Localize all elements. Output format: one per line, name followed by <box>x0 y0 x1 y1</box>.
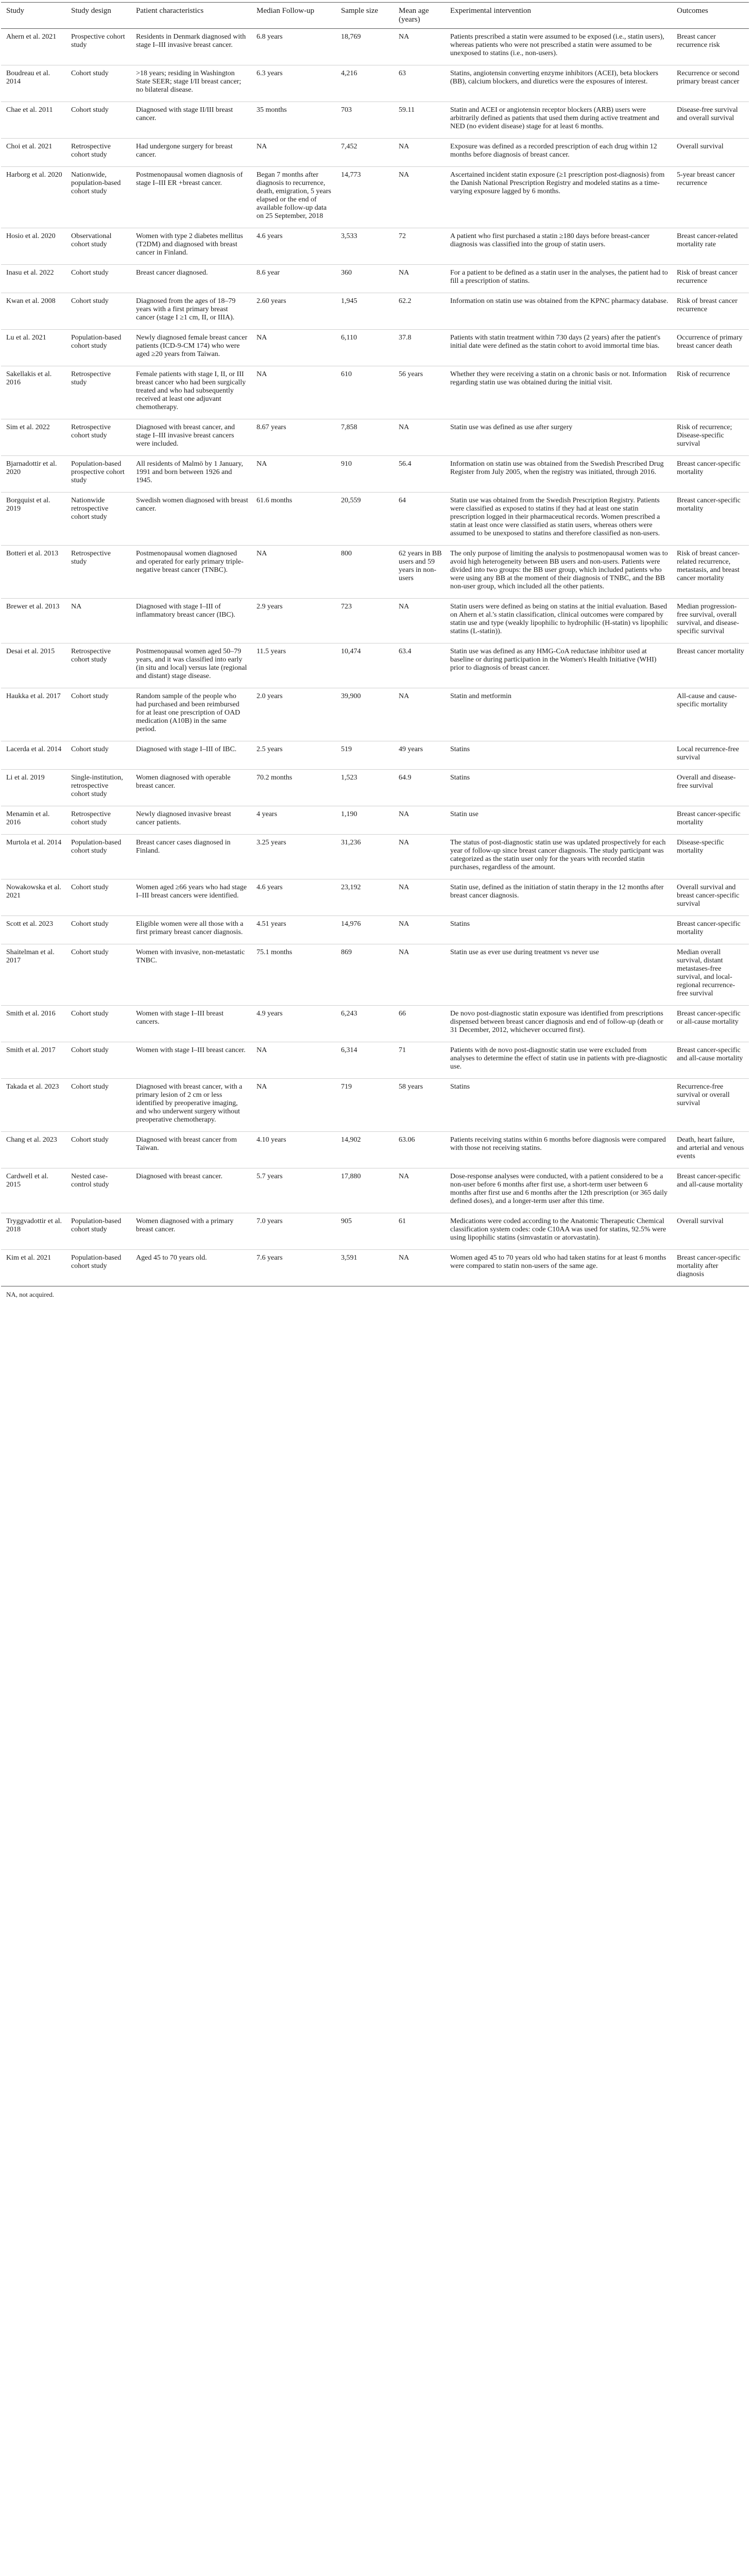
cell-study-design: Retrospective study <box>66 546 131 599</box>
cell-outcomes: Overall survival <box>672 1213 749 1250</box>
cell-experimental-intervention: Statin use was defined as any HMG-CoA reductase inhibitor used at baseline or during participation in the Women's Health Initiative (WHI) prior to diagnosis of breast cancer. <box>445 643 672 688</box>
table-row <box>1 29 749 65</box>
cell-sample-size: 4,216 <box>336 65 394 102</box>
cell-mean-age: 59.11 <box>394 102 445 139</box>
cell-median-follow-up: NA <box>251 366 336 419</box>
cell-median-follow-up: 4.9 years <box>251 1006 336 1042</box>
cell-sample-size: 719 <box>336 1079 394 1132</box>
cell-study-design: Retrospective study <box>66 366 131 419</box>
cell-outcomes: Local recurrence-free survival <box>672 741 749 770</box>
cell-patient-characteristics: Eligible women were all those with a first primary breast cancer diagnosis. <box>131 916 251 944</box>
cell-outcomes: Recurrence-free survival or overall survival <box>672 1079 749 1132</box>
cell-outcomes: Median overall survival, distant metastases-free survival, and local-regional recurrence-free survival <box>672 944 749 1006</box>
cell-experimental-intervention: Statins <box>445 741 672 770</box>
cell-experimental-intervention: Information on statin use was obtained from the KPNC pharmacy database. <box>445 293 672 330</box>
cell-experimental-intervention: Statin and metformin <box>445 688 672 741</box>
cell-patient-characteristics: Female patients with stage I, II, or III breast cancer who had been surgically treated and who had subsequently received at least one adjuvant chemotherapy. <box>131 366 251 419</box>
table-row <box>1 1250 749 1286</box>
cell-median-follow-up: 4.6 years <box>251 879 336 916</box>
cell-median-follow-up: 5.7 years <box>251 1168 336 1213</box>
cell-study-design: NA <box>66 599 131 643</box>
cell-outcomes: Breast cancer-specific and all-cause mortality <box>672 1168 749 1213</box>
cell-study: Nowakowska et al. 2021 <box>1 879 66 916</box>
cell-outcomes: Occurrence of primary breast cancer death <box>672 330 749 366</box>
cell-study-design: Population-based cohort study <box>66 1213 131 1250</box>
cell-outcomes: Breast cancer-specific mortality after diagnosis <box>672 1250 749 1286</box>
cell-sample-size: 39,900 <box>336 688 394 741</box>
cell-experimental-intervention: Statin use was obtained from the Swedish Prescription Registry. Patients were classified as exposed to statins if they had at least one statin prescription logged in their pharmaceutical records. Women prescribed a statin at least once were classified as statin users, whereas others were assumed to be unexposed to statins and therefore classified as non-users. <box>445 493 672 546</box>
cell-experimental-intervention: For a patient to be defined as a statin user in the analyses, the patient had to fill a prescription of statins. <box>445 265 672 293</box>
cell-median-follow-up: 3.25 years <box>251 835 336 879</box>
cell-patient-characteristics: Diagnosed with stage I–III of inflammatory breast cancer (IBC). <box>131 599 251 643</box>
cell-study-design: Population-based cohort study <box>66 330 131 366</box>
cell-sample-size: 519 <box>336 741 394 770</box>
cell-patient-characteristics: Postmenopausal women diagnosis of stage I–III ER +breast cancer. <box>131 167 251 228</box>
cell-study-design: Retrospective cohort study <box>66 139 131 167</box>
table-row <box>1 835 749 879</box>
cell-study: Smith et al. 2016 <box>1 1006 66 1042</box>
cell-sample-size: 14,902 <box>336 1132 394 1168</box>
cell-outcomes: Disease-specific mortality <box>672 835 749 879</box>
cell-median-follow-up: 35 months <box>251 102 336 139</box>
cell-sample-size: 14,976 <box>336 916 394 944</box>
cell-mean-age: 71 <box>394 1042 445 1079</box>
cell-median-follow-up: Began 7 months after diagnosis to recurrence, death, emigration, 5 years elapsed or the end of available follow-up data on 25 September, 2018 <box>251 167 336 228</box>
header-outcomes: Outcomes <box>672 3 749 29</box>
cell-experimental-intervention: Statins <box>445 916 672 944</box>
table-row <box>1 1132 749 1168</box>
cell-mean-age: NA <box>394 139 445 167</box>
cell-median-follow-up: NA <box>251 139 336 167</box>
cell-mean-age: 63.4 <box>394 643 445 688</box>
cell-patient-characteristics: Newly diagnosed female breast cancer patients (ICD-9-CM 174) who were aged ≥20 years from Taiwan. <box>131 330 251 366</box>
header-row <box>1 3 749 29</box>
cell-study-design: Nationwide, population-based cohort study <box>66 167 131 228</box>
cell-study: Scott et al. 2023 <box>1 916 66 944</box>
table-row <box>1 139 749 167</box>
cell-study: Takada et al. 2023 <box>1 1079 66 1132</box>
cell-sample-size: 6,110 <box>336 330 394 366</box>
cell-study-design: Population-based cohort study <box>66 1250 131 1286</box>
table-row <box>1 167 749 228</box>
cell-sample-size: 6,314 <box>336 1042 394 1079</box>
cell-patient-characteristics: Women diagnosed with a primary breast cancer. <box>131 1213 251 1250</box>
cell-sample-size: 1,945 <box>336 293 394 330</box>
cell-study-design: Prospective cohort study <box>66 29 131 65</box>
cell-study: Shaitelman et al. 2017 <box>1 944 66 1006</box>
cell-study: Lacerda et al. 2014 <box>1 741 66 770</box>
cell-outcomes: Recurrence or second primary breast cancer <box>672 65 749 102</box>
table-row <box>1 366 749 419</box>
cell-outcomes: Median progression-free survival, overall survival, and disease-specific survival <box>672 599 749 643</box>
cell-experimental-intervention: De novo post-diagnostic statin exposure was identified from prescriptions dispensed between breast cancer diagnosis and end of follow-up (death or 31 December, 2012, whichever occurred first). <box>445 1006 672 1042</box>
table-row <box>1 1213 749 1250</box>
cell-sample-size: 869 <box>336 944 394 1006</box>
cell-patient-characteristics: Breast cancer diagnosed. <box>131 265 251 293</box>
cell-patient-characteristics: Women with invasive, non-metastatic TNBC. <box>131 944 251 1006</box>
cell-patient-characteristics: All residents of Malmö by 1 January, 1991 and born between 1926 and 1945. <box>131 456 251 493</box>
cell-experimental-intervention: Statin use as ever use during treatment vs never use <box>445 944 672 1006</box>
table-row <box>1 330 749 366</box>
cell-mean-age: NA <box>394 265 445 293</box>
cell-patient-characteristics: Women aged ≥66 years who had stage I–III breast cancers were identified. <box>131 879 251 916</box>
cell-outcomes: Overall survival and breast cancer-specific survival <box>672 879 749 916</box>
cell-median-follow-up: 4.6 years <box>251 228 336 265</box>
cell-study: Li et al. 2019 <box>1 770 66 806</box>
cell-sample-size: 7,858 <box>336 419 394 456</box>
cell-sample-size: 10,474 <box>336 643 394 688</box>
table-row <box>1 741 749 770</box>
cell-experimental-intervention: Information on statin use was obtained from the Swedish Prescribed Drug Register from July 2005, when the registry was initiated, through 2016. <box>445 456 672 493</box>
header-experimental-intervention: Experimental intervention <box>445 3 672 29</box>
table-row <box>1 1006 749 1042</box>
cell-study-design: Observational cohort study <box>66 228 131 265</box>
cell-study: Bjarnadottir et al. 2020 <box>1 456 66 493</box>
cell-study-design: Cohort study <box>66 944 131 1006</box>
cell-mean-age: NA <box>394 879 445 916</box>
table-row <box>1 493 749 546</box>
cell-study-design: Cohort study <box>66 916 131 944</box>
table-row <box>1 770 749 806</box>
cell-study-design: Cohort study <box>66 879 131 916</box>
cell-outcomes: Overall survival <box>672 139 749 167</box>
cell-median-follow-up: 4.51 years <box>251 916 336 944</box>
cell-study: Desai et al. 2015 <box>1 643 66 688</box>
cell-study: Boudreau et al. 2014 <box>1 65 66 102</box>
cell-experimental-intervention: Statin users were defined as being on statins at the initial evaluation. Based on Ahern et al.'s statin classification, clinical outcomes were compared by statin use and type (weakly lipophilic to hydrophilic (H-statin) vs lipophilic statins (L-statin)). <box>445 599 672 643</box>
cell-sample-size: 3,533 <box>336 228 394 265</box>
cell-mean-age: 56.4 <box>394 456 445 493</box>
cell-patient-characteristics: Breast cancer cases diagnosed in Finland. <box>131 835 251 879</box>
cell-mean-age: 58 years <box>394 1079 445 1132</box>
cell-mean-age: NA <box>394 1250 445 1286</box>
cell-experimental-intervention: Dose-response analyses were conducted, with a patient considered to be a non-user before 6 months after first use, a short-term user between 6 months after first use and 6 months after the 12th prescription (or 365 daily defined doses), and a longer-term user after this time. <box>445 1168 672 1213</box>
cell-mean-age: NA <box>394 944 445 1006</box>
cell-mean-age: 37.8 <box>394 330 445 366</box>
cell-sample-size: 610 <box>336 366 394 419</box>
cell-mean-age: NA <box>394 688 445 741</box>
cell-sample-size: 18,769 <box>336 29 394 65</box>
cell-experimental-intervention: Statin use <box>445 806 672 835</box>
cell-outcomes: All-cause and cause-specific mortality <box>672 688 749 741</box>
cell-sample-size: 3,591 <box>336 1250 394 1286</box>
cell-study-design: Retrospective cohort study <box>66 419 131 456</box>
cell-mean-age: 63.06 <box>394 1132 445 1168</box>
cell-experimental-intervention: Statins, angiotensin converting enzyme inhibitors (ACEI), beta blockers (BB), calcium blockers, and diuretics were the exposures of interest. <box>445 65 672 102</box>
cell-experimental-intervention: Statins <box>445 1079 672 1132</box>
cell-study: Brewer et al. 2013 <box>1 599 66 643</box>
cell-median-follow-up: 7.0 years <box>251 1213 336 1250</box>
cell-patient-characteristics: Diagnosed with breast cancer, with a primary lesion of 2 cm or less identified by preoperative imaging, and who underwent surgery without preoperative chemotherapy. <box>131 1079 251 1132</box>
cell-mean-age: 62.2 <box>394 293 445 330</box>
cell-study: Tryggvadottir et al. 2018 <box>1 1213 66 1250</box>
cell-outcomes: Breast cancer-specific mortality <box>672 806 749 835</box>
cell-study: Smith et al. 2017 <box>1 1042 66 1079</box>
table-row <box>1 1079 749 1132</box>
cell-patient-characteristics: Women with type 2 diabetes mellitus (T2DM) and diagnosed with breast cancer in Finland. <box>131 228 251 265</box>
cell-median-follow-up: 70.2 months <box>251 770 336 806</box>
cell-study-design: Nested case-control study <box>66 1168 131 1213</box>
cell-sample-size: 703 <box>336 102 394 139</box>
cell-study: Sim et al. 2022 <box>1 419 66 456</box>
cell-patient-characteristics: Diagnosed with breast cancer, and stage I–III invasive breast cancers were included. <box>131 419 251 456</box>
header-patient-characteristics: Patient characteristics <box>131 3 251 29</box>
cell-study-design: Cohort study <box>66 741 131 770</box>
cell-patient-characteristics: >18 years; residing in Washington State SEER; stage I/II breast cancer; no bilateral disease. <box>131 65 251 102</box>
cell-mean-age: NA <box>394 167 445 228</box>
cell-experimental-intervention: Whether they were receiving a statin on a chronic basis or not. Information regarding statin use was obtained during the initial visit. <box>445 366 672 419</box>
studies-table <box>1 2 749 1286</box>
table-row <box>1 102 749 139</box>
cell-experimental-intervention: Patients with statin treatment within 730 days (2 years) after the patient's initial date were defined as the statin cohort to avoid immortal time bias. <box>445 330 672 366</box>
cell-sample-size: 360 <box>336 265 394 293</box>
header-median-follow-up: Median Follow-up <box>251 3 336 29</box>
cell-study-design: Cohort study <box>66 65 131 102</box>
cell-experimental-intervention: Statin and ACEI or angiotensin receptor blockers (ARB) users were arbitrarily defined as patients that used them during active treatment and NED (no evident disease) stage for at least 6 months. <box>445 102 672 139</box>
cell-sample-size: 1,190 <box>336 806 394 835</box>
cell-median-follow-up: 6.3 years <box>251 65 336 102</box>
cell-study-design: Single-institution, retrospective cohort study <box>66 770 131 806</box>
cell-median-follow-up: 6.8 years <box>251 29 336 65</box>
table-row <box>1 1168 749 1213</box>
cell-mean-age: 64 <box>394 493 445 546</box>
cell-outcomes: Risk of breast cancer-related recurrence, metastasis, and breast cancer mortality <box>672 546 749 599</box>
cell-study: Kim et al. 2021 <box>1 1250 66 1286</box>
cell-experimental-intervention: Statin use was defined as use after surgery <box>445 419 672 456</box>
cell-median-follow-up: 7.6 years <box>251 1250 336 1286</box>
cell-mean-age: NA <box>394 916 445 944</box>
cell-patient-characteristics: Swedish women diagnosed with breast cancer. <box>131 493 251 546</box>
cell-study: Borgquist et al. 2019 <box>1 493 66 546</box>
cell-experimental-intervention: Patients with de novo post-diagnostic statin use were excluded from analyses to determine the effect of statin use in patients with pre-diagnostic use. <box>445 1042 672 1079</box>
cell-experimental-intervention: Women aged 45 to 70 years old who had taken statins for at least 6 months were compared to statin non-users of the same age. <box>445 1250 672 1286</box>
cell-study-design: Retrospective cohort study <box>66 806 131 835</box>
cell-study: Ahern et al. 2021 <box>1 29 66 65</box>
cell-study: Botteri et al. 2013 <box>1 546 66 599</box>
table-row <box>1 1042 749 1079</box>
cell-patient-characteristics: Random sample of the people who had purchased and been reimbursed for at least one prescription of OAD medication (A10B) in the same period. <box>131 688 251 741</box>
table-row <box>1 916 749 944</box>
cell-study-design: Cohort study <box>66 1042 131 1079</box>
cell-median-follow-up: 2.9 years <box>251 599 336 643</box>
cell-study-design: Cohort study <box>66 1132 131 1168</box>
table-row <box>1 265 749 293</box>
cell-outcomes: Breast cancer mortality <box>672 643 749 688</box>
cell-mean-age: NA <box>394 419 445 456</box>
cell-sample-size: 910 <box>336 456 394 493</box>
table-row <box>1 944 749 1006</box>
cell-patient-characteristics: Women diagnosed with operable breast cancer. <box>131 770 251 806</box>
cell-sample-size: 20,559 <box>336 493 394 546</box>
cell-outcomes: Disease-free survival and overall survival <box>672 102 749 139</box>
cell-sample-size: 1,523 <box>336 770 394 806</box>
cell-median-follow-up: NA <box>251 546 336 599</box>
cell-mean-age: NA <box>394 599 445 643</box>
cell-patient-characteristics: Diagnosed from the ages of 18–79 years with a first primary breast cancer (stage I ≥1 cm, II, or IIIA). <box>131 293 251 330</box>
table-row <box>1 228 749 265</box>
cell-mean-age: 63 <box>394 65 445 102</box>
cell-median-follow-up: 2.0 years <box>251 688 336 741</box>
cell-patient-characteristics: Had undergone surgery for breast cancer. <box>131 139 251 167</box>
cell-patient-characteristics: Diagnosed with stage I–III of IBC. <box>131 741 251 770</box>
cell-outcomes: Breast cancer-specific and all-cause mortality <box>672 1042 749 1079</box>
cell-mean-age: 56 years <box>394 366 445 419</box>
cell-median-follow-up: 2.60 years <box>251 293 336 330</box>
cell-outcomes: Overall and disease-free survival <box>672 770 749 806</box>
table-row <box>1 546 749 599</box>
cell-patient-characteristics: Postmenopausal women diagnosed and operated for early primary triple-negative breast cancer (TNBC). <box>131 546 251 599</box>
cell-study: Sakellakis et al. 2016 <box>1 366 66 419</box>
cell-patient-characteristics: Postmenopausal women aged 50–79 years, and it was classified into early (in situ and local) versus late (regional and distant) stage disease. <box>131 643 251 688</box>
cell-mean-age: NA <box>394 1168 445 1213</box>
cell-patient-characteristics: Residents in Denmark diagnosed with stage I–III invasive breast cancer. <box>131 29 251 65</box>
header-mean-age: Mean age (years) <box>394 3 445 29</box>
cell-study: Chae et al. 2011 <box>1 102 66 139</box>
table-row <box>1 65 749 102</box>
cell-mean-age: 61 <box>394 1213 445 1250</box>
cell-sample-size: 17,880 <box>336 1168 394 1213</box>
cell-median-follow-up: NA <box>251 1079 336 1132</box>
cell-outcomes: Risk of breast cancer recurrence <box>672 293 749 330</box>
table-row <box>1 643 749 688</box>
cell-study: Choi et al. 2021 <box>1 139 66 167</box>
cell-mean-age: NA <box>394 806 445 835</box>
cell-outcomes: Risk of recurrence <box>672 366 749 419</box>
cell-patient-characteristics: Newly diagnosed invasive breast cancer patients. <box>131 806 251 835</box>
cell-sample-size: 800 <box>336 546 394 599</box>
table-footnote: NA, not acquired. <box>6 1291 55 1298</box>
cell-study: Murtola et al. 2014 <box>1 835 66 879</box>
cell-outcomes: Breast cancer-specific mortality <box>672 493 749 546</box>
cell-patient-characteristics: Diagnosed with breast cancer from Taiwan. <box>131 1132 251 1168</box>
cell-median-follow-up: 75.1 months <box>251 944 336 1006</box>
table-row <box>1 419 749 456</box>
cell-outcomes: Death, heart failure, and arterial and venous events <box>672 1132 749 1168</box>
cell-study-design: Nationwide retrospective cohort study <box>66 493 131 546</box>
cell-experimental-intervention: Medications were coded according to the Anatomic Therapeutic Chemical classification system codes: code C10AA was used for statins, 92.5% were using lipophilic statins (simvastatin or atorvastatin). <box>445 1213 672 1250</box>
cell-study: Menamin et al. 2016 <box>1 806 66 835</box>
cell-study: Kwan et al. 2008 <box>1 293 66 330</box>
cell-median-follow-up: 2.5 years <box>251 741 336 770</box>
cell-median-follow-up: 8.6 year <box>251 265 336 293</box>
cell-patient-characteristics: Diagnosed with breast cancer. <box>131 1168 251 1213</box>
cell-median-follow-up: 4 years <box>251 806 336 835</box>
table-row <box>1 293 749 330</box>
cell-outcomes: Breast cancer-related mortality rate <box>672 228 749 265</box>
cell-study: Haukka et al. 2017 <box>1 688 66 741</box>
header-study: Study <box>1 3 66 29</box>
cell-mean-age: 49 years <box>394 741 445 770</box>
cell-sample-size: 7,452 <box>336 139 394 167</box>
cell-experimental-intervention: Ascertained incident statin exposure (≥1 prescription post-diagnosis) from the Danish National Prescription Registry and modeled statins as a time-varying exposure lagged by 6 months. <box>445 167 672 228</box>
cell-outcomes: Breast cancer recurrence risk <box>672 29 749 65</box>
cell-study: Chang et al. 2023 <box>1 1132 66 1168</box>
table-row <box>1 456 749 493</box>
cell-mean-age: 66 <box>394 1006 445 1042</box>
cell-patient-characteristics: Diagnosed with stage II/III breast cancer. <box>131 102 251 139</box>
cell-study: Harborg et al. 2020 <box>1 167 66 228</box>
cell-experimental-intervention: Exposure was defined as a recorded prescription of each drug within 12 months before diagnosis of breast cancer. <box>445 139 672 167</box>
cell-sample-size: 905 <box>336 1213 394 1250</box>
cell-mean-age: 64.9 <box>394 770 445 806</box>
cell-outcomes: 5-year breast cancer recurrence <box>672 167 749 228</box>
cell-study-design: Retrospective cohort study <box>66 643 131 688</box>
cell-study-design: Cohort study <box>66 1006 131 1042</box>
cell-median-follow-up: NA <box>251 330 336 366</box>
cell-mean-age: NA <box>394 835 445 879</box>
cell-median-follow-up: NA <box>251 1042 336 1079</box>
cell-mean-age: 62 years in BB users and 59 years in non-users <box>394 546 445 599</box>
cell-sample-size: 31,236 <box>336 835 394 879</box>
cell-study: Inasu et al. 2022 <box>1 265 66 293</box>
cell-mean-age: 72 <box>394 228 445 265</box>
cell-outcomes: Breast cancer-specific or all-cause mortality <box>672 1006 749 1042</box>
cell-experimental-intervention: The status of post-diagnostic statin use was updated prospectively for each year of follow-up since breast cancer diagnosis. The study participant was categorized as the statin user only for the years with recorded statin purchases, regardless of the amount. <box>445 835 672 879</box>
cell-study-design: Cohort study <box>66 102 131 139</box>
cell-experimental-intervention: Statins <box>445 770 672 806</box>
cell-outcomes: Risk of breast cancer recurrence <box>672 265 749 293</box>
cell-study-design: Population-based prospective cohort study <box>66 456 131 493</box>
cell-patient-characteristics: Women with stage I–III breast cancer. <box>131 1042 251 1079</box>
header-study-design: Study design <box>66 3 131 29</box>
cell-median-follow-up: 8.67 years <box>251 419 336 456</box>
table-row <box>1 806 749 835</box>
cell-study-design: Cohort study <box>66 1079 131 1132</box>
cell-sample-size: 23,192 <box>336 879 394 916</box>
cell-experimental-intervention: Patients prescribed a statin were assumed to be exposed (i.e., statin users), whereas patients who were not prescribed a statin were assumed to be unexposed to statins (i.e., non-users). <box>445 29 672 65</box>
table-row <box>1 688 749 741</box>
cell-study: Cardwell et al. 2015 <box>1 1168 66 1213</box>
cell-sample-size: 723 <box>336 599 394 643</box>
table-header <box>1 3 749 29</box>
cell-study-design: Population-based cohort study <box>66 835 131 879</box>
table-row <box>1 599 749 643</box>
cell-outcomes: Risk of recurrence; Disease-specific survival <box>672 419 749 456</box>
cell-patient-characteristics: Women with stage I–III breast cancers. <box>131 1006 251 1042</box>
cell-median-follow-up: 61.6 months <box>251 493 336 546</box>
cell-experimental-intervention: Patients receiving statins within 6 months before diagnosis were compared with those not receiving statins. <box>445 1132 672 1168</box>
header-sample-size: Sample size <box>336 3 394 29</box>
cell-sample-size: 6,243 <box>336 1006 394 1042</box>
cell-median-follow-up: 11.5 years <box>251 643 336 688</box>
table-row <box>1 879 749 916</box>
cell-study: Hosio et al. 2020 <box>1 228 66 265</box>
cell-study-design: Cohort study <box>66 293 131 330</box>
cell-mean-age: NA <box>394 29 445 65</box>
cell-outcomes: Breast cancer-specific mortality <box>672 916 749 944</box>
cell-study-design: Cohort study <box>66 688 131 741</box>
cell-median-follow-up: 4.10 years <box>251 1132 336 1168</box>
cell-experimental-intervention: The only purpose of limiting the analysis to postmenopausal women was to avoid high heterogeneity between BB users and non-users. Patients were divided into two groups: the BB user group, which included patients who were using any BB at the moment of their diagnosis of TNBC, and the BB non-user group, which included all the other patients. <box>445 546 672 599</box>
cell-study-design: Cohort study <box>66 265 131 293</box>
cell-median-follow-up: NA <box>251 456 336 493</box>
cell-sample-size: 14,773 <box>336 167 394 228</box>
table-body <box>1 29 749 1286</box>
cell-outcomes: Breast cancer-specific mortality <box>672 456 749 493</box>
cell-study: Lu et al. 2021 <box>1 330 66 366</box>
cell-experimental-intervention: Statin use, defined as the initiation of statin therapy in the 12 months after breast cancer diagnosis. <box>445 879 672 916</box>
cell-experimental-intervention: A patient who first purchased a statin ≥180 days before breast-cancer diagnosis was classified into the group of statin users. <box>445 228 672 265</box>
cell-patient-characteristics: Aged 45 to 70 years old. <box>131 1250 251 1286</box>
